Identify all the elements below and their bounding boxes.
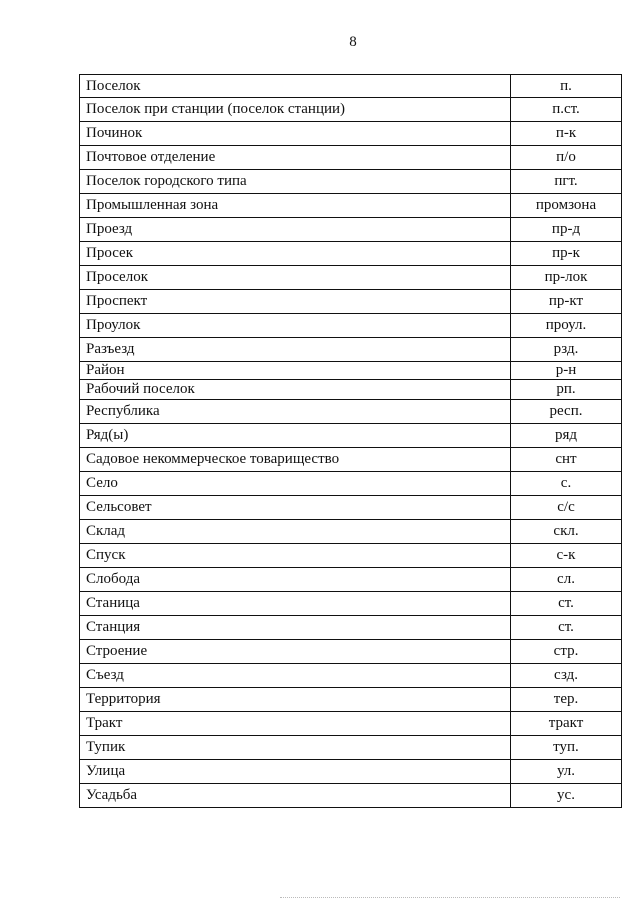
abbreviation-cell: снт xyxy=(511,448,622,472)
settlement-type-cell: Поселок xyxy=(80,75,511,98)
table-row xyxy=(80,496,622,520)
table-row xyxy=(80,338,622,362)
settlement-type-cell: Ряд(ы) xyxy=(80,424,511,448)
abbreviation-cell: тракт xyxy=(511,712,622,736)
abbreviation-cell: ул. xyxy=(511,760,622,784)
abbreviation-cell: с-к xyxy=(511,544,622,568)
abbreviation-cell: промзона xyxy=(511,194,622,218)
abbreviation-cell: рзд. xyxy=(511,338,622,362)
settlement-type-cell: Поселок при станции (поселок станции) xyxy=(80,98,511,122)
abbreviation-cell: скл. xyxy=(511,520,622,544)
table-row xyxy=(80,290,622,314)
table-row xyxy=(80,122,622,146)
abbreviation-cell: с. xyxy=(511,472,622,496)
settlement-type-cell: Почтовое отделение xyxy=(80,146,511,170)
abbreviation-cell: сзд. xyxy=(511,664,622,688)
settlement-type-cell: Станция xyxy=(80,616,511,640)
table-row xyxy=(80,784,622,808)
abbreviation-cell: ряд xyxy=(511,424,622,448)
table-row xyxy=(80,242,622,266)
table-row xyxy=(80,400,622,424)
settlement-type-cell: Поселок городского типа xyxy=(80,170,511,194)
settlement-type-cell: Просек xyxy=(80,242,511,266)
settlement-type-cell: Строение xyxy=(80,640,511,664)
table-row xyxy=(80,736,622,760)
abbreviation-cell: р-н xyxy=(511,362,622,380)
abbreviation-cell: пр-к xyxy=(511,242,622,266)
abbreviation-cell: пр-кт xyxy=(511,290,622,314)
table-row xyxy=(80,448,622,472)
table-row xyxy=(80,712,622,736)
abbreviation-table xyxy=(79,74,622,808)
abbreviation-cell: ус. xyxy=(511,784,622,808)
table-row xyxy=(80,640,622,664)
abbreviation-cell: ст. xyxy=(511,592,622,616)
settlement-type-cell: Промышленная зона xyxy=(80,194,511,218)
settlement-type-cell: Сельсовет xyxy=(80,496,511,520)
abbreviation-cell: пр-д xyxy=(511,218,622,242)
settlement-type-cell: Проезд xyxy=(80,218,511,242)
abbreviation-cell: с/с xyxy=(511,496,622,520)
settlement-type-cell: Территория xyxy=(80,688,511,712)
settlement-type-cell: Станица xyxy=(80,592,511,616)
settlement-type-cell: Республика xyxy=(80,400,511,424)
table-row xyxy=(80,760,622,784)
table-row xyxy=(80,544,622,568)
settlement-type-cell: Улица xyxy=(80,760,511,784)
abbreviation-cell: п. xyxy=(511,75,622,98)
table-row xyxy=(80,314,622,338)
settlement-type-cell: Тупик xyxy=(80,736,511,760)
table-row xyxy=(80,688,622,712)
table-row xyxy=(80,75,622,98)
table-row xyxy=(80,146,622,170)
table-row xyxy=(80,170,622,194)
abbreviation-cell: п-к xyxy=(511,122,622,146)
settlement-type-cell: Починок xyxy=(80,122,511,146)
abbreviation-cell: пр-лок xyxy=(511,266,622,290)
abbreviation-cell: проул. xyxy=(511,314,622,338)
table-row xyxy=(80,424,622,448)
settlement-type-cell: Слобода xyxy=(80,568,511,592)
settlement-type-cell: Садовое некоммерческое товарищество xyxy=(80,448,511,472)
table-row xyxy=(80,568,622,592)
settlement-type-cell: Район xyxy=(80,362,511,380)
abbreviation-cell: стр. xyxy=(511,640,622,664)
abbreviation-cell: п.ст. xyxy=(511,98,622,122)
abbreviation-cell: пгт. xyxy=(511,170,622,194)
table-row xyxy=(80,472,622,496)
settlement-type-cell: Проселок xyxy=(80,266,511,290)
settlement-type-cell: Проулок xyxy=(80,314,511,338)
settlement-type-cell: Склад xyxy=(80,520,511,544)
settlement-type-cell: Разъезд xyxy=(80,338,511,362)
abbreviation-cell: респ. xyxy=(511,400,622,424)
table-row xyxy=(80,218,622,242)
table-row xyxy=(80,616,622,640)
abbreviation-cell: туп. xyxy=(511,736,622,760)
table-row xyxy=(80,380,622,400)
table-row xyxy=(80,194,622,218)
settlement-type-cell: Съезд xyxy=(80,664,511,688)
settlement-type-cell: Тракт xyxy=(80,712,511,736)
table-row xyxy=(80,266,622,290)
table-row xyxy=(80,664,622,688)
page-number: 8 xyxy=(349,34,357,50)
table-row xyxy=(80,592,622,616)
settlement-type-cell: Село xyxy=(80,472,511,496)
settlement-type-cell: Спуск xyxy=(80,544,511,568)
table-row xyxy=(80,362,622,380)
settlement-type-cell: Усадьба xyxy=(80,784,511,808)
settlement-type-cell: Рабочий поселок xyxy=(80,380,511,400)
table-row xyxy=(80,520,622,544)
abbreviation-cell: п/о xyxy=(511,146,622,170)
abbreviation-cell: ст. xyxy=(511,616,622,640)
settlement-type-cell: Проспект xyxy=(80,290,511,314)
table-body xyxy=(80,75,622,808)
abbreviation-cell: тер. xyxy=(511,688,622,712)
scan-edge-artifact xyxy=(280,897,620,900)
abbreviation-cell: сл. xyxy=(511,568,622,592)
table-row xyxy=(80,98,622,122)
abbreviation-cell: рп. xyxy=(511,380,622,400)
